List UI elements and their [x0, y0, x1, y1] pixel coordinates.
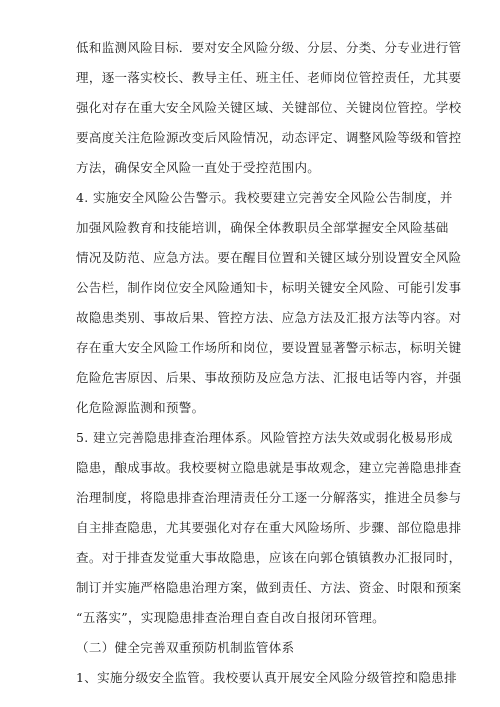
text-line: 公告栏，制作岗位安全风险通知卡，标明关键安全风险、可能引发事 [76, 280, 462, 295]
text-line: 危险危害原因、后果、事故预防及应急方法、汇报电话等内容，并强 [76, 370, 462, 385]
text-line: 强化对存在重大安全风险关键区域、关键部位、关键岗位管控。学校 [76, 100, 462, 115]
text-line: “五落实”，实现隐患排查治理自查自改自报闭环管理。 [76, 610, 386, 625]
text-line: 化危险源监测和预警。 [76, 400, 205, 415]
section-heading-4: 4. 实施安全风险公告警示。我校要建立完善安全风险公告制度，并 [76, 190, 453, 205]
text-line: 情况及防范、应急方法。要在醒目位置和关键区域分别设置安全风险 [76, 250, 462, 265]
text-line: 制订并实施严格隐患治理方案，做到责任、方法、资金、时限和预案 [76, 580, 462, 595]
subsection-heading: （二）健全完善双重预防机制监管体系 [76, 640, 295, 655]
text-line: 隐患，酿成事故。我校要树立隐患就是事故观念，建立完善隐患排查 [76, 460, 462, 475]
section-heading-5: 5. 建立完善隐患排查治理体系。风险管控方法失效或弱化极易形成 [76, 430, 453, 445]
text-line: 故隐患类别、事故后果、管控方法、应急方法及汇报方法等内容。对 [76, 310, 462, 325]
text-line: 要高度关注危险源改变后风险情况，动态评定、调整风险等级和管控 [76, 130, 462, 145]
text-line: 自主排查隐患，尤其要强化对存在重大风险场所、步骤、部位隐患排 [76, 520, 462, 535]
text-line: 查。对于排查发觉重大事故隐患，应该在向郭仓镇镇教办汇报同时， [76, 550, 462, 565]
text-line: 治理制度，将隐患排查治理清责任分工逐一分解落实，推进全员参与 [76, 490, 462, 505]
text-line: 低和监测风险目标．要对安全风险分级、分层、分类、分专业进行管 [76, 40, 462, 55]
text-line: 方法，确保安全风险一直处于受控范围内。 [76, 160, 321, 175]
text-line: 加强风险教育和技能培训，确保全体教职员全部掌握安全风险基础 [76, 220, 449, 235]
section-heading-1: 1、实施分级安全监管。我校要认真开展安全风险分级管控和隐患排 [76, 670, 457, 685]
text-line: 存在重大安全风险工作场所和岗位，要设置显著警示标志，标明关键 [76, 340, 462, 355]
text-line: 理，逐一落实校长、教导主任、班主任、老师岗位管控责任，尤其要 [76, 70, 462, 85]
